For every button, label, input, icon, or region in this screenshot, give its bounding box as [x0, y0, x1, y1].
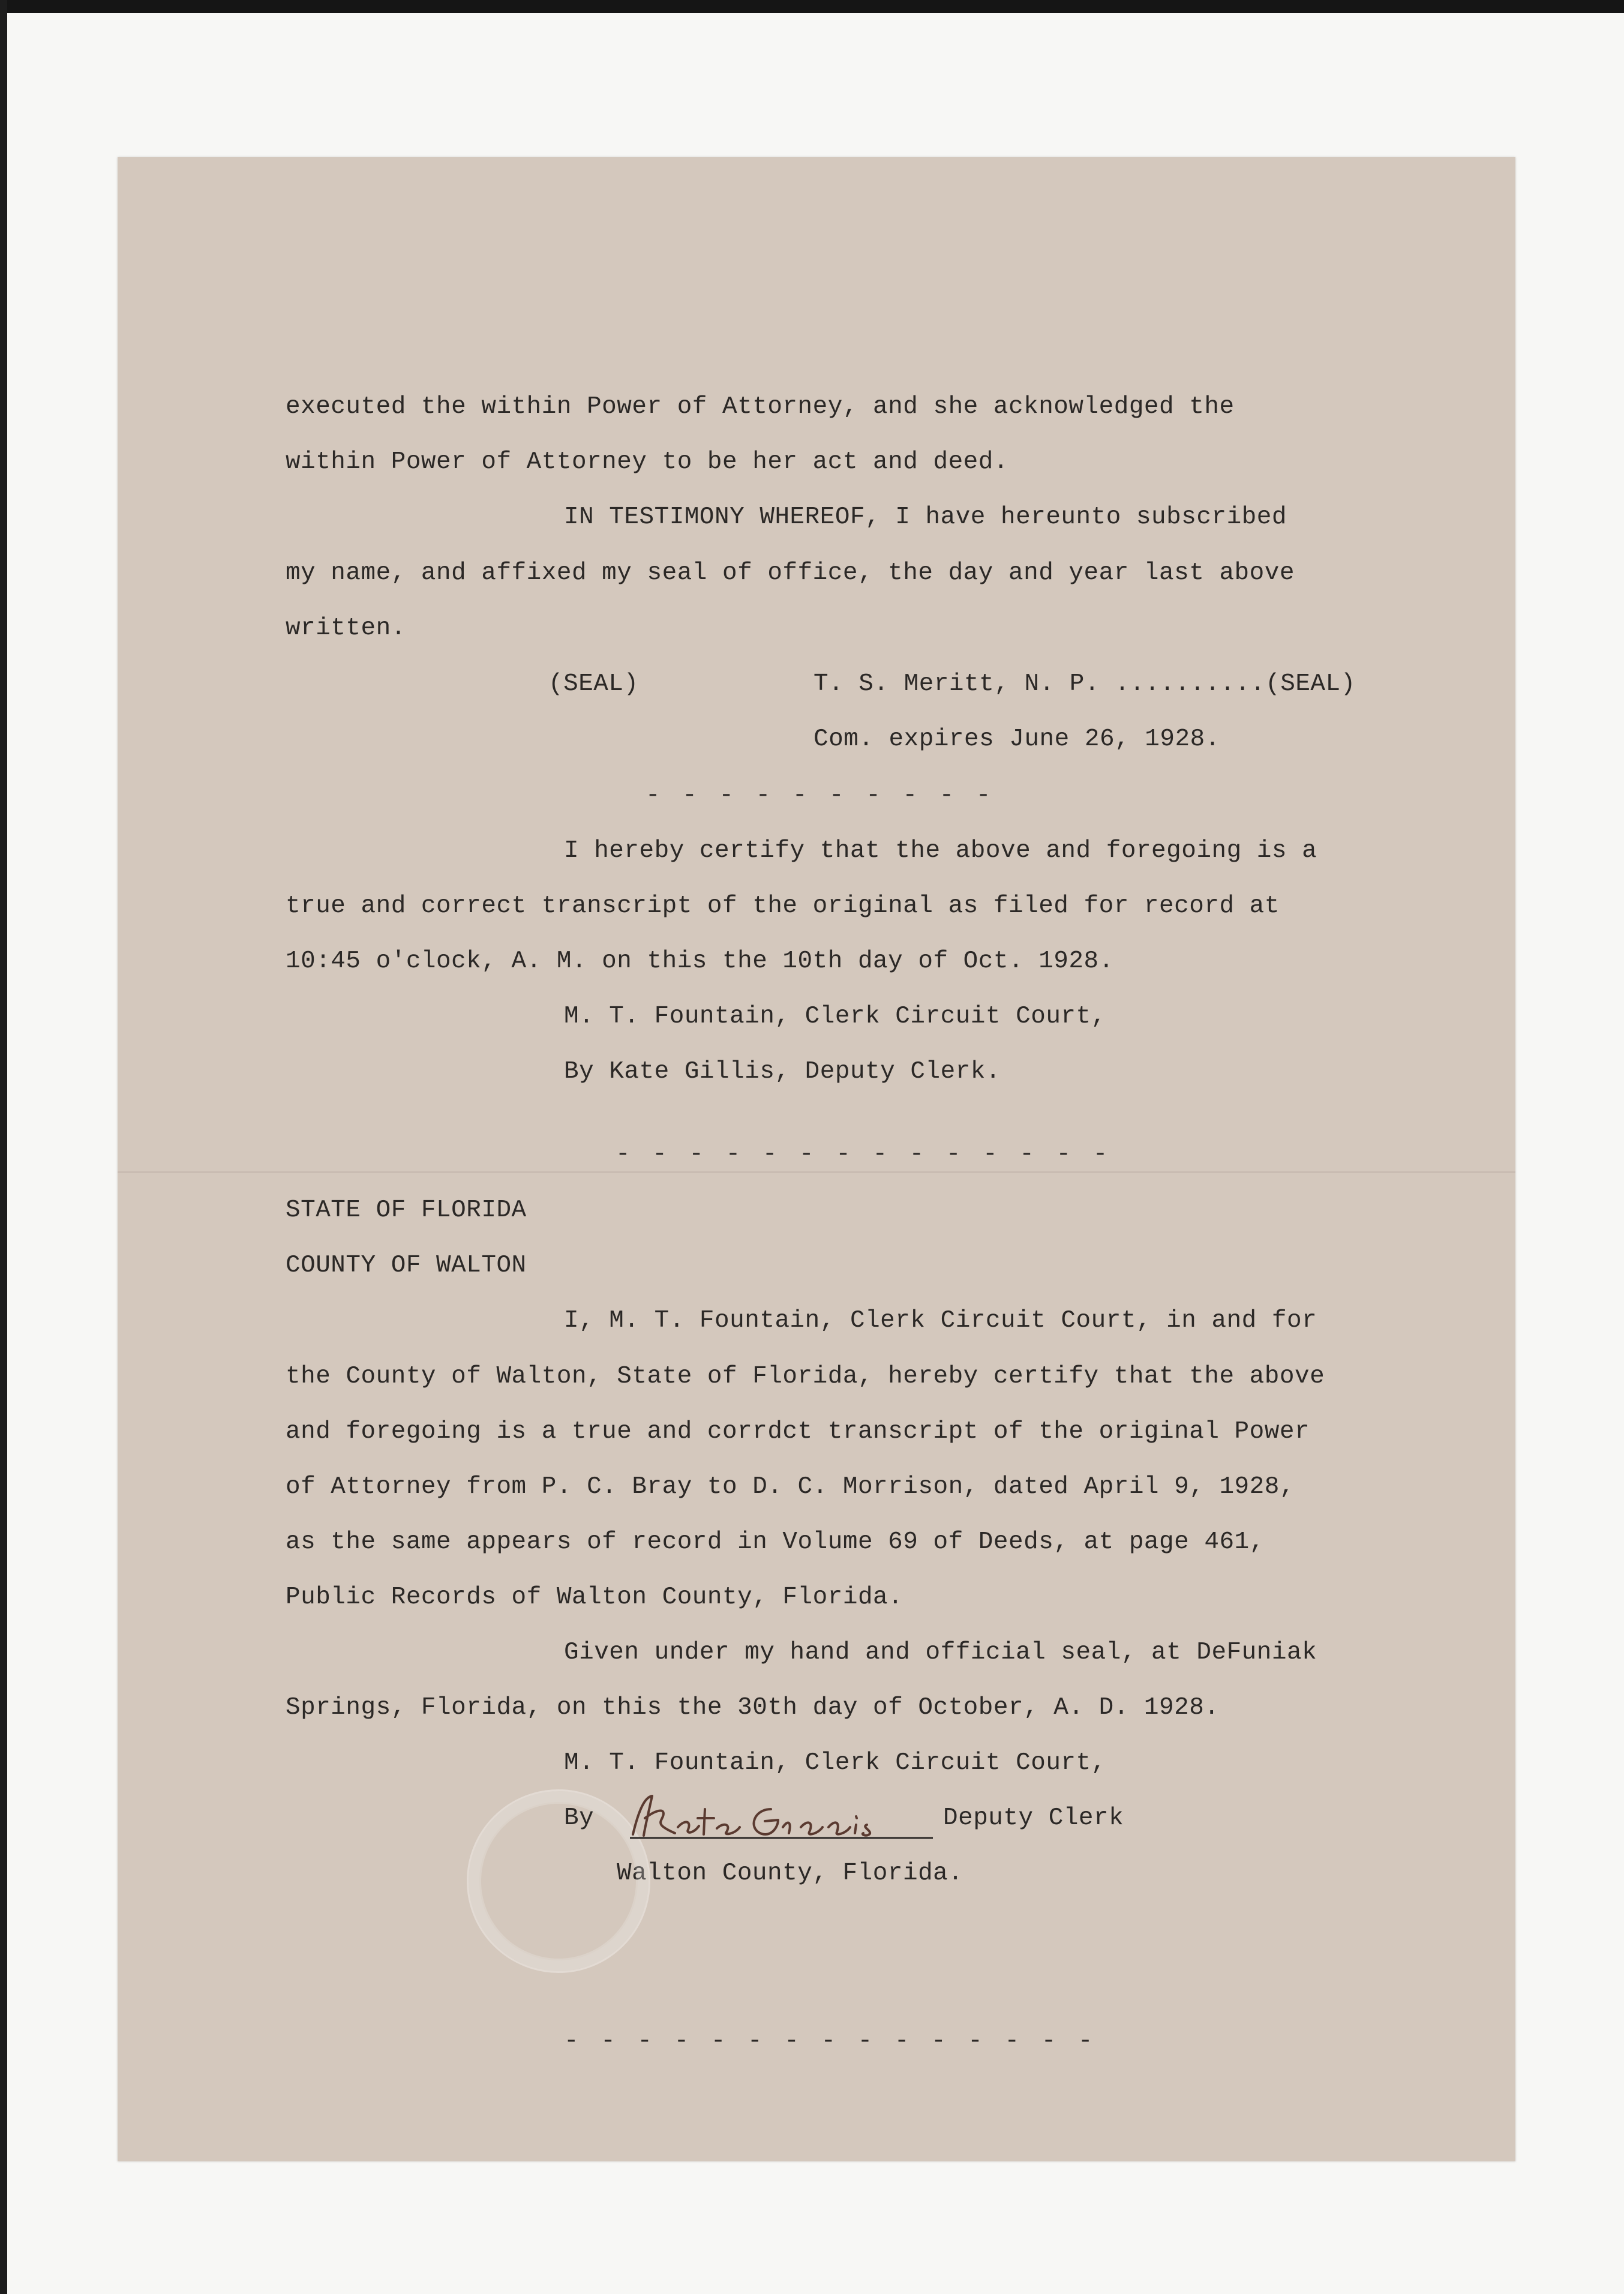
- text-line: I hereby certify that the above and foregoing is a: [564, 837, 1317, 865]
- text-line: as the same appears of record in Volume 69 of Deeds, at page 461,: [286, 1528, 1265, 1556]
- text-line: written.: [286, 614, 406, 642]
- document-page: [118, 157, 1515, 2161]
- separator: - - - - - - - - - -: [646, 782, 995, 809]
- text-line: 10:45 o'clock, A. M. on this the 10th day of Oct. 1928.: [286, 947, 1114, 975]
- notary-signature-line: T. S. Meritt, N. P. ..........(SEAL): [813, 670, 1356, 698]
- county-line: Walton County, Florida.: [617, 1860, 963, 1887]
- clerk-line: M. T. Fountain, Clerk Circuit Court,: [564, 1749, 1106, 1777]
- text-line: my name, and affixed my seal of office, the day and year last above: [286, 559, 1295, 587]
- text-line: within Power of Attorney to be her act and deed.: [286, 448, 1008, 476]
- scanner-border-top: [0, 0, 1624, 13]
- seal-label: (SEAL): [548, 670, 639, 698]
- text-line: and foregoing is a true and corrdct transcript of the original Power: [286, 1418, 1310, 1446]
- text-line: Given under my hand and official seal, at DeFuniak: [564, 1639, 1317, 1666]
- text-line: Springs, Florida, on this the 30th day of October, A. D. 1928.: [286, 1694, 1220, 1722]
- handwritten-signature-icon: [621, 1785, 933, 1851]
- state-heading: STATE OF FLORIDA: [286, 1197, 527, 1224]
- paper-fold: [118, 1171, 1515, 1173]
- text-line: I, M. T. Fountain, Clerk Circuit Court, in and for: [564, 1307, 1317, 1335]
- deputy-clerk-title: Deputy Clerk: [943, 1804, 1124, 1832]
- deputy-clerk-line: By Kate Gillis, Deputy Clerk.: [564, 1058, 1001, 1085]
- separator: - - - - - - - - - - - - - -: [616, 1141, 1112, 1168]
- text-line: Public Records of Walton County, Florida.: [286, 1584, 903, 1611]
- text-line: true and correct transcript of the original as filed for record at: [286, 892, 1280, 920]
- clerk-line: M. T. Fountain, Clerk Circuit Court,: [564, 1003, 1106, 1030]
- county-heading: COUNTY OF WALTON: [286, 1252, 527, 1279]
- text-line: IN TESTIMONY WHEREOF, I have hereunto subscribed: [564, 503, 1287, 531]
- separator: - - - - - - - - - - - - - - -: [564, 2028, 1097, 2055]
- by-label: By: [564, 1804, 595, 1832]
- commission-expiry: Com. expires June 26, 1928.: [813, 725, 1220, 753]
- text-line: the County of Walton, State of Florida, hereby certify that the above: [286, 1363, 1325, 1390]
- text-line: executed the within Power of Attorney, and she acknowledged the: [286, 393, 1235, 421]
- scanner-border-left: [0, 0, 7, 2294]
- text-line: of Attorney from P. C. Bray to D. C. Morrison, dated April 9, 1928,: [286, 1473, 1295, 1501]
